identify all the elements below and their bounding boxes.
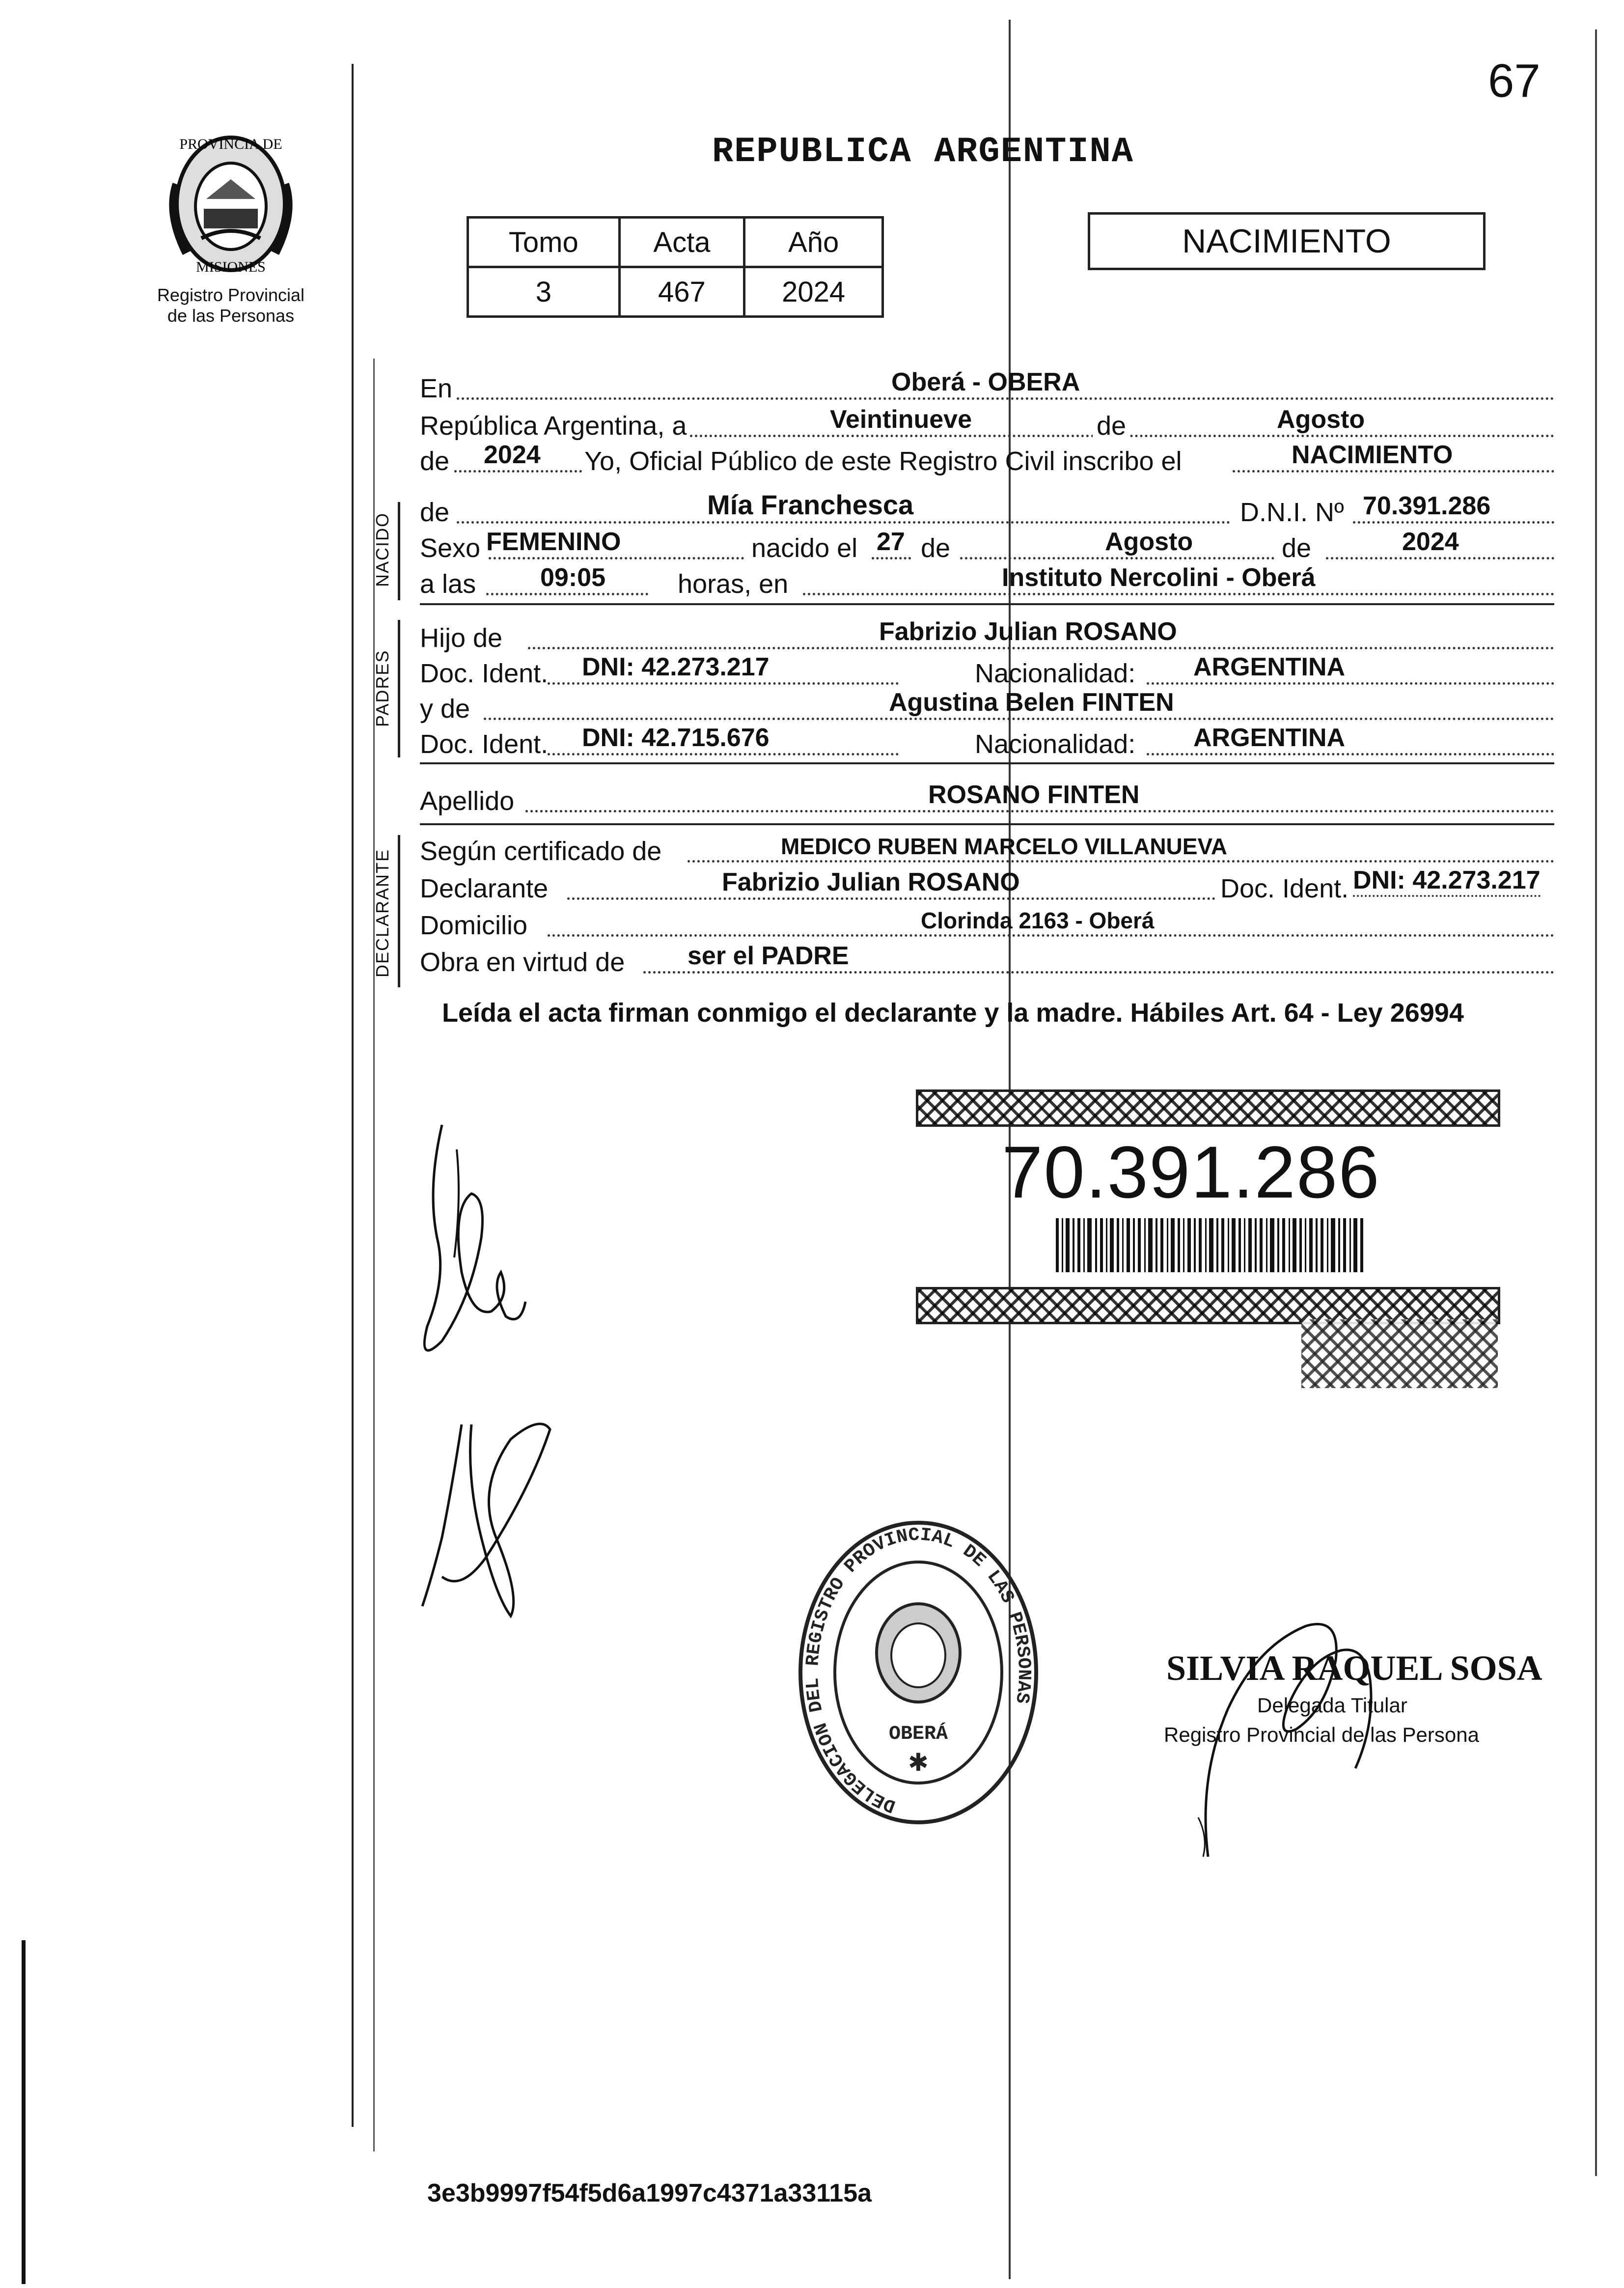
nacido-el-label: nacido el xyxy=(751,533,858,563)
row-hora xyxy=(420,563,1554,601)
official-role: Delegada Titular xyxy=(1257,1694,1407,1717)
agency-name-line2: de las Personas xyxy=(167,306,295,326)
nacido-anio: 2024 xyxy=(1402,528,1459,556)
document-hash: 3e3b9997f54f5d6a1997c4371a33115a xyxy=(427,2179,872,2207)
row-padre xyxy=(420,617,1554,655)
madre-nac-label: Nacionalidad: xyxy=(975,729,1136,759)
row-madre-doc xyxy=(420,724,1554,761)
apellido-value: ROSANO FINTEN xyxy=(928,781,1140,809)
padre-nac-label: Nacionalidad: xyxy=(975,659,1136,688)
signature-madre xyxy=(413,1410,570,1621)
nacido-de-label: de xyxy=(921,533,951,563)
document-title: REPUBLICA ARGENTINA xyxy=(712,132,1134,172)
scan-edge-line xyxy=(22,1940,26,2284)
declarante-doc-label: Doc. Ident. xyxy=(1220,874,1349,903)
mes-value: Agosto xyxy=(1277,405,1365,434)
row-padre-doc xyxy=(420,653,1554,691)
section-divider-3 xyxy=(420,823,1554,825)
province-logo xyxy=(157,125,304,278)
obra-value: ser el PADRE xyxy=(688,942,849,970)
nacido-side-label: NACIDO xyxy=(372,512,392,587)
sticker-number: 70.391.286 xyxy=(1002,1131,1380,1213)
nacido-sexo: FEMENINO xyxy=(486,528,621,556)
certificado-value: MEDICO RUBEN MARCELO VILLANUEVA xyxy=(781,834,1227,859)
acta-header: Acta xyxy=(619,218,744,267)
nombre-de-label: de xyxy=(420,498,450,527)
padre-nombre: Fabrizio Julian ROSANO xyxy=(879,617,1177,646)
barcode xyxy=(1056,1218,1365,1272)
right-margin-line xyxy=(1595,29,1597,2176)
row-obra xyxy=(420,942,1554,979)
obra-label: Obra en virtud de xyxy=(420,948,625,977)
apellido-label: Apellido xyxy=(420,786,515,816)
y-de-label: y de xyxy=(420,694,470,724)
page-number: 67 xyxy=(1488,55,1541,107)
nacido-lugar: Instituto Nercolini - Oberá xyxy=(1002,563,1316,592)
register-table xyxy=(467,216,884,318)
left-margin-line xyxy=(352,64,354,2127)
acta-value: 467 xyxy=(619,267,744,317)
de-label: de xyxy=(1093,411,1130,441)
dni-label: D.N.I. Nº xyxy=(1240,498,1344,527)
en-label: En xyxy=(420,374,453,403)
nacido-nombre: Mía Franchesca xyxy=(707,489,914,520)
row-declarante xyxy=(420,866,1554,906)
nacido-dni: 70.391.286 xyxy=(1363,492,1491,520)
row-madre xyxy=(420,688,1554,726)
declarante-nombre: Fabrizio Julian ROSANO xyxy=(722,868,1020,896)
stamp-ring-text: DELEGACION DEL REGISTRO PROVINCIAL DE LAS PERSONAS xyxy=(802,1524,1035,1817)
tomo-header: Tomo xyxy=(468,218,620,267)
row-sexo xyxy=(420,528,1554,565)
de2-label: de xyxy=(420,446,450,476)
anio-value: 2024 xyxy=(744,267,883,317)
section-divider-2 xyxy=(420,762,1554,764)
madre-nombre: Agustina Belen FINTEN xyxy=(889,688,1174,717)
declarante-bracket xyxy=(398,835,400,987)
logo-bottom-text: MISIONES xyxy=(196,259,266,275)
madre-nacionalidad: ARGENTINA xyxy=(1193,724,1346,752)
agency-name-line1: Registro Provincial xyxy=(157,285,305,305)
security-band-bottom xyxy=(916,1287,1500,1324)
row-domicilio xyxy=(420,910,1554,943)
tomo-value: 3 xyxy=(468,267,620,317)
official-stamp xyxy=(796,1515,1041,1830)
sexo-label: Sexo xyxy=(420,533,481,563)
row-certificado xyxy=(420,836,1554,868)
horas-en-label: horas, en xyxy=(678,569,789,599)
madre-doc: DNI: 42.715.676 xyxy=(582,724,770,752)
padres-bracket xyxy=(398,620,400,757)
declarante-doc: DNI: 42.273.217 xyxy=(1353,865,1541,897)
padres-side-label: PADRES xyxy=(372,649,392,727)
row-apellido xyxy=(420,781,1554,818)
row-inscribo xyxy=(420,441,1554,478)
domicilio-label: Domicilio xyxy=(420,911,528,940)
en-value: Oberá - OBERA xyxy=(891,368,1080,396)
a-las-label: a las xyxy=(420,569,476,599)
note-text: Leída el acta firman conmigo el declarante y la madre. Hábiles Art. 64 - Ley 26994 xyxy=(442,998,1464,1028)
padre-nacionalidad: ARGENTINA xyxy=(1193,653,1346,681)
stamp-city: OBERÁ xyxy=(888,1723,948,1745)
nacido-bracket xyxy=(398,502,400,600)
anio-header: Año xyxy=(744,218,883,267)
declarante-side-label: DECLARANTE xyxy=(372,848,392,977)
declarante-label: Declarante xyxy=(420,874,549,903)
domicilio-value: Clorinda 2163 - Oberá xyxy=(921,908,1155,933)
official-name: SILVIA RAQUEL SOSA xyxy=(1166,1648,1542,1688)
svg-text:✱: ✱ xyxy=(908,1749,929,1776)
security-band-top xyxy=(916,1089,1500,1127)
inscribo-value: NACIMIENTO xyxy=(1292,441,1453,469)
madre-doc-label: Doc. Ident. xyxy=(420,729,549,759)
row-en xyxy=(420,368,1554,406)
nacido-de-label2: de xyxy=(1282,533,1312,563)
document-type-box: NACIMIENTO xyxy=(1088,212,1486,270)
row-nombre xyxy=(420,489,1554,530)
left-margin-line-inner xyxy=(373,359,375,2151)
padre-doc: DNI: 42.273.217 xyxy=(582,653,770,681)
republica-label: República Argentina, a xyxy=(420,411,687,441)
anio-inscripcion: 2024 xyxy=(484,441,541,469)
nacido-dia: 27 xyxy=(877,528,905,556)
nacido-mes: Agosto xyxy=(1105,528,1193,556)
dia-value: Veintinueve xyxy=(830,405,972,434)
signature-declarante xyxy=(408,1110,570,1385)
padre-doc-label: Doc. Ident. xyxy=(420,659,549,688)
inscribo-text: Yo, Oficial Público de este Registro Civil inscribo el xyxy=(584,446,1182,476)
security-hologram xyxy=(1301,1319,1498,1388)
section-divider xyxy=(420,603,1554,605)
logo-top-text: PROVINCIA DE xyxy=(179,136,282,152)
certificado-label: Según certificado de xyxy=(420,837,662,866)
row-fecha xyxy=(420,405,1554,443)
nacido-hora: 09:05 xyxy=(540,563,606,592)
official-office: Registro Provincial de las Persona xyxy=(1164,1723,1479,1746)
hijo-de-label: Hijo de xyxy=(420,623,503,653)
